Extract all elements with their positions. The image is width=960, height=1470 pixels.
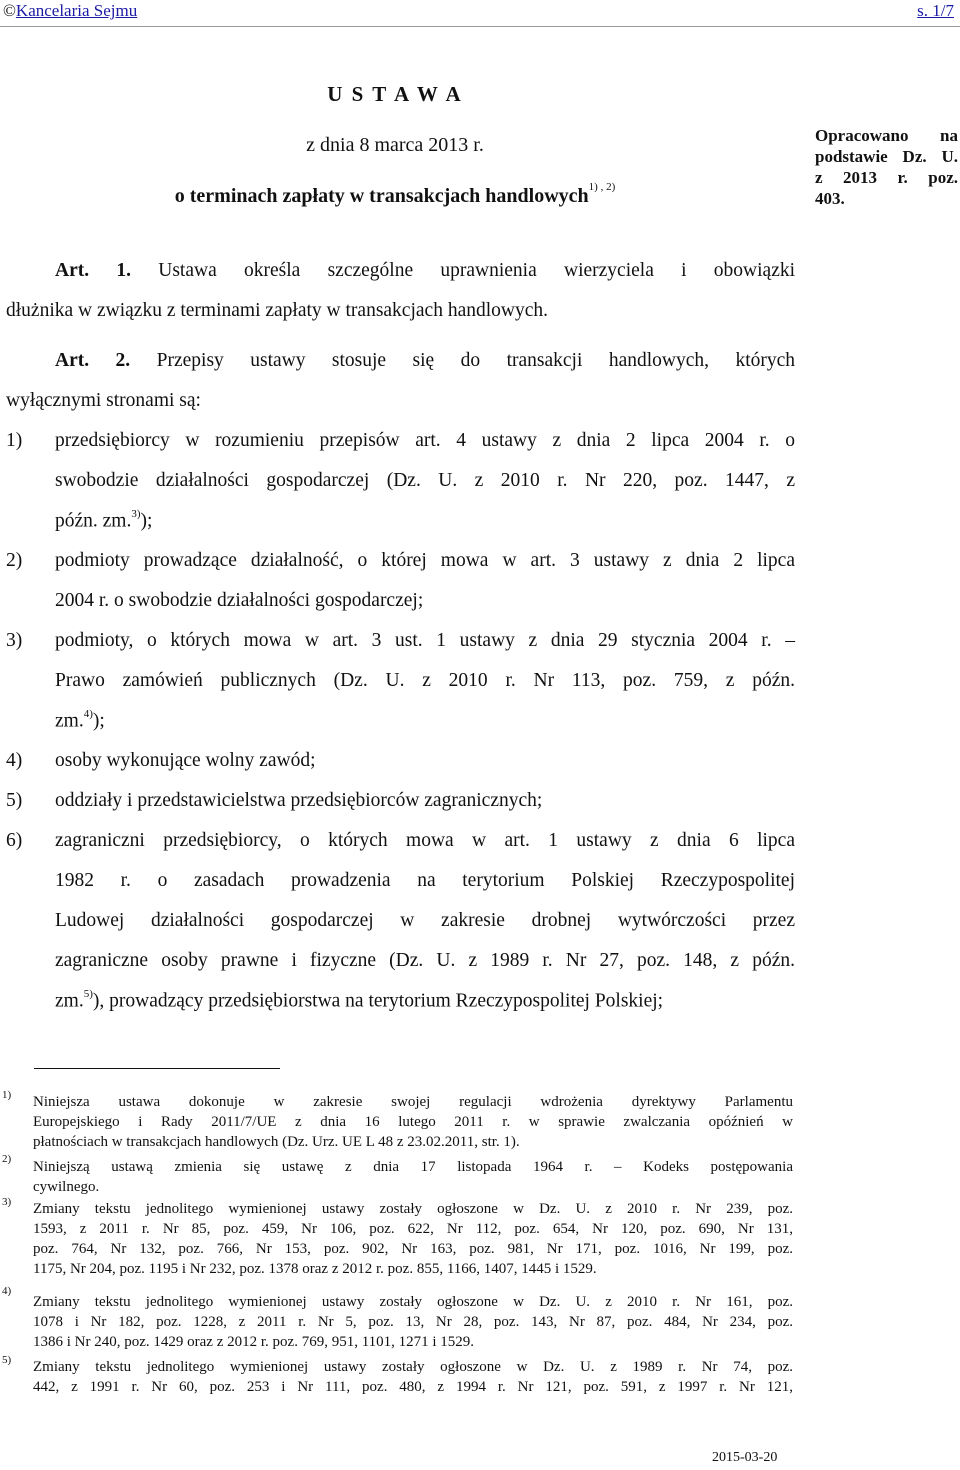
footnote-number: 1) bbox=[2, 1089, 12, 1101]
footnote-5 bbox=[33, 1357, 793, 1397]
item-2-line: 2004 r. o swobodzie działalności gospodarczej; bbox=[55, 590, 424, 611]
footnote-number: 3) bbox=[2, 1196, 12, 1208]
footnote-line: 1175, Nr 204, poz. 1195 i Nr 232, poz. 1378 oraz z 2012 r. poz. 855, 1166, 1407, 1445 i 1529. bbox=[33, 1261, 597, 1277]
footnote-line: Niniejsza ustawa dokonuje w zakresie swojej regulacji wdrożenia dyrektywy Parlamentu bbox=[33, 1094, 793, 1110]
art1-line2: dłużnika w związku z terminami zapłaty w transakcjach handlowych. bbox=[6, 300, 549, 321]
item-number: 2) bbox=[6, 550, 23, 571]
item-number: 5) bbox=[6, 790, 23, 811]
item-3-text: zm. bbox=[55, 710, 84, 732]
footnote-divider bbox=[34, 1068, 280, 1069]
item-1-line: swobodzie działalności gospodarczej (Dz. U. z 2010 r. Nr 220, poz. 1447, z bbox=[55, 470, 795, 491]
item-6-line: 1982 r. o zasadach prowadzenia na terytorium Polskiej Rzeczypospolitej bbox=[55, 870, 795, 891]
footnote-number: 2) bbox=[2, 1153, 12, 1165]
footnote-4 bbox=[33, 1292, 793, 1352]
art2-text-1: Przepisy ustawy stosuje się do transakcji handlowych, których bbox=[156, 350, 796, 371]
art2-line2: wyłącznymi stronami są: bbox=[6, 390, 201, 411]
source-note-line: z 2013 r. poz. bbox=[815, 168, 958, 187]
item-1-line-last bbox=[55, 510, 152, 533]
item-3-line: Prawo zamówień publicznych (Dz. U. z 2010 r. Nr 113, poz. 759, z późn. bbox=[55, 670, 795, 691]
copyright-symbol: © bbox=[3, 1, 16, 20]
item-1-tail: ); bbox=[140, 510, 153, 532]
item-3-tail: ); bbox=[92, 710, 105, 732]
item-6-text: zm. bbox=[55, 990, 84, 1012]
header-source[interactable] bbox=[3, 0, 137, 22]
source-note-line: podstawie Dz. U. bbox=[815, 147, 958, 166]
footnote-line: Europejskiego i Rady 2011/7/UE z dnia 16 lutego 2011 r. w sprawie zwalczania opóźnień w bbox=[33, 1114, 793, 1130]
item-1-line: przedsiębiorcy w rozumieniu przepisów art. 4 ustawy z dnia 2 lipca 2004 r. o bbox=[55, 430, 795, 451]
item-3-line: podmioty, o których mowa w art. 3 ust. 1 ustawy z dnia 29 stycznia 2004 r. – bbox=[55, 630, 795, 651]
item-number: 4) bbox=[6, 750, 23, 771]
footnote-ref-5[interactable]: 5) bbox=[83, 988, 93, 1000]
footnote-line: cywilnego. bbox=[33, 1179, 100, 1195]
act-subject bbox=[0, 181, 790, 208]
item-4-line: osoby wykonujące wolny zawód; bbox=[55, 750, 316, 771]
footnote-line: Zmiany tekstu jednolitego wymienionej ustawy zostały ogłoszone w Dz. U. z 1989 r. Nr 74, poz. bbox=[33, 1359, 793, 1375]
art1-text-1: Ustawa określa szczególne uprawnienia wierzyciela i obowiązki bbox=[158, 260, 796, 281]
footnote-line: Zmiany tekstu jednolitego wymienionej ustawy zostały ogłoszone w Dz. U. z 2010 r. Nr 239, poz. bbox=[33, 1201, 793, 1217]
art2-line1 bbox=[55, 350, 795, 372]
footnote-line: płatnościach w transakcjach handlowych (Dz. Urz. UE L 48 z 23.02.2011, str. 1). bbox=[33, 1134, 520, 1150]
header-divider bbox=[0, 26, 960, 27]
act-subject-footnote-refs[interactable]: 1) , 2) bbox=[588, 181, 616, 194]
item-2-line: podmioty prowadzące działalność, o której mowa w art. 3 ustawy z dnia 2 lipca bbox=[55, 550, 795, 571]
header-source-link[interactable]: Kancelaria Sejmu bbox=[15, 1, 138, 20]
footnote-line: 1386 i Nr 240, poz. 1429 oraz z 2012 r. poz. 769, 951, 1101, 1271 i 1529. bbox=[33, 1334, 475, 1350]
item-6-line: Ludowej działalności gospodarczej w zakresie drobnej wytwórczości przez bbox=[55, 910, 795, 931]
footnote-line: 1078 i Nr 182, poz. 1228, z 2011 r. Nr 5, poz. 13, Nr 28, poz. 143, Nr 87, poz. 484, Nr 234, poz. bbox=[33, 1314, 793, 1330]
source-note bbox=[815, 125, 958, 209]
item-6-line-last bbox=[55, 990, 663, 1013]
footnote-line: 1593, z 2011 r. Nr 85, poz. 459, Nr 106, poz. 622, Nr 112, poz. 654, Nr 120, poz. 690, Nr 131, bbox=[33, 1221, 793, 1237]
footnote-line: 442, z 1991 r. Nr 60, poz. 253 i Nr 111, poz. 480, z 1994 r. Nr 121, poz. 591, z 1997 r. Nr 121, bbox=[33, 1379, 793, 1395]
source-note-line: Opracowano na bbox=[815, 126, 958, 145]
page-number-link[interactable]: s. 1/7 bbox=[917, 1, 954, 20]
footnote-3 bbox=[33, 1199, 793, 1279]
act-subject-text: o terminach zapłaty w transakcjach handlowych bbox=[174, 185, 589, 207]
item-5-line: oddziały i przedstawicielstwa przedsiębiorców zagranicznych; bbox=[55, 790, 543, 811]
item-6-line: zagraniczne osoby prawne i fizyczne (Dz. U. z 1989 r. Nr 27, poz. 148, z późn. bbox=[55, 950, 795, 971]
footer-date: 2015-03-20 bbox=[712, 1450, 778, 1465]
source-note-line: 403. bbox=[815, 189, 845, 208]
item-number: 1) bbox=[6, 430, 23, 451]
footnote-line: Niniejszą ustawą zmienia się ustawę z dnia 17 listopada 1964 r. – Kodeks postępowania bbox=[33, 1159, 793, 1175]
item-6-line: zagraniczni przedsiębiorcy, o których mowa w art. 1 ustawy z dnia 6 lipca bbox=[55, 830, 795, 851]
footnote-ref-3[interactable]: 3) bbox=[131, 508, 141, 520]
item-6-tail: ), prowadzący przedsiębiorstwa na terytorium Rzeczypospolitej Polskiej; bbox=[92, 990, 664, 1012]
footnote-1 bbox=[33, 1092, 793, 1152]
art1-line1 bbox=[55, 260, 795, 282]
footnote-number: 5) bbox=[2, 1354, 12, 1366]
footnote-2 bbox=[33, 1157, 793, 1197]
footnote-line: Zmiany tekstu jednolitego wymienionej ustawy zostały ogłoszone w Dz. U. z 2010 r. Nr 161, poz. bbox=[33, 1294, 793, 1310]
act-date: z dnia 8 marca 2013 r. bbox=[306, 134, 484, 156]
item-3-line-last bbox=[55, 710, 105, 733]
art2-label: Art. 2. bbox=[55, 350, 131, 371]
item-number: 3) bbox=[6, 630, 23, 651]
footnote-number: 4) bbox=[2, 1285, 12, 1297]
footnote-ref-4[interactable]: 4) bbox=[83, 708, 93, 720]
item-number: 6) bbox=[6, 830, 23, 851]
art1-label: Art. 1. bbox=[55, 260, 131, 281]
footnote-line: poz. 764, Nr 132, poz. 766, Nr 153, poz. 902, Nr 163, poz. 981, Nr 171, poz. 1016, Nr 199, poz. bbox=[33, 1241, 793, 1257]
item-1-text: późn. zm. bbox=[55, 510, 132, 532]
act-title: U S T A W A bbox=[327, 82, 463, 106]
